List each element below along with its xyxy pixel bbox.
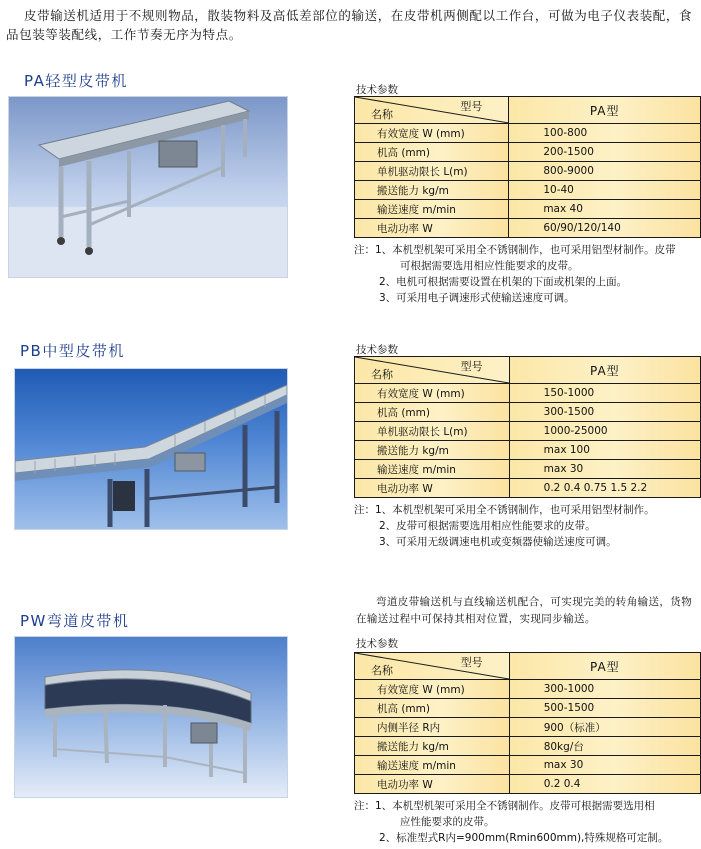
note-line: 2、皮带可根据需要选用相应性能要求的皮带。 (379, 520, 596, 532)
notes-pw (354, 798, 694, 846)
spec-row (355, 479, 701, 498)
spec-value: max 100 (509, 441, 700, 460)
spec-row (355, 219, 701, 238)
spec-value: 500-1500 (509, 699, 700, 718)
spec-name: 内侧半径 R内 (355, 718, 510, 737)
spec-row (355, 181, 701, 200)
spec-name: 有效宽度 W (mm) (355, 384, 510, 403)
note-line: 3、可采用电子调速形式使输送速度可调。 (379, 292, 575, 304)
header-model-label: 型号 (460, 656, 483, 669)
spec-name: 输送速度 m/min (355, 756, 510, 775)
note-line: 注：1、本机型机架可采用全不锈钢制作。皮带可根据需要选用相 (354, 800, 655, 812)
spec-row (355, 699, 701, 718)
spec-row (355, 775, 701, 794)
note-line: 注：1、本机型机架可采用全不锈钢制作，也可采用铝型材制作。皮带 (354, 244, 676, 256)
spec-row (355, 200, 701, 219)
note-line: 注：1、本机型机架可采用全不锈钢制作，也可采用铝型材制作。 (354, 504, 655, 516)
spec-header-cell (355, 97, 509, 124)
spec-name: 机高 (mm) (355, 403, 510, 422)
spec-table-pb (354, 356, 701, 498)
notes-pb (354, 502, 694, 550)
header-value-label: PA型 (509, 97, 701, 124)
section-title-pa: PA轻型皮带机 (24, 72, 128, 90)
spec-value: 10-40 (509, 181, 701, 200)
spec-value: 900（标准） (509, 718, 700, 737)
note-line: 可根据需要选用相应性能要求的皮带。 (400, 260, 579, 272)
spec-row (355, 441, 701, 460)
spec-row (355, 384, 701, 403)
spec-row (355, 460, 701, 479)
spec-row (355, 718, 701, 737)
spec-table-pa (354, 96, 701, 238)
spec-label-pw: 技术参数 (356, 638, 398, 650)
header-name-label: 名称 (371, 368, 393, 381)
spec-name: 电动功率 W (355, 775, 510, 794)
spec-value: 150-1000 (509, 384, 700, 403)
spec-table-pw (354, 652, 701, 794)
light-belt-conveyor-photo (8, 96, 288, 278)
intro-paragraph: 皮带输送机适用于不规则物品，散装物料及高低差部位的输送，在皮带机两侧配以工作台，可做为电子仪表装配，食品包装等装配线，工作节奏无序为特点。 (6, 8, 693, 42)
spec-name: 搬送能力 kg/m (355, 181, 509, 200)
spec-value: max 30 (509, 460, 700, 479)
spec-value: 1000-25000 (509, 422, 700, 441)
note-line: 2、电机可根据需要设置在机架的下面或机架的上面。 (379, 276, 628, 288)
spec-row (355, 162, 701, 181)
spec-header-cell (355, 653, 510, 680)
spec-row (355, 756, 701, 775)
header-value-label: PA型 (509, 653, 700, 680)
header-model-label: 型号 (460, 360, 483, 373)
spec-value: 100-800 (509, 124, 701, 143)
header-name-label: 名称 (371, 108, 393, 121)
spec-value: 0.2 0.4 (509, 775, 700, 794)
spec-name: 输送速度 m/min (355, 460, 510, 479)
header-name-label: 名称 (371, 664, 393, 677)
curved-belt-conveyor-photo (14, 636, 288, 798)
spec-value: max 30 (509, 756, 700, 775)
spec-name: 电动功率 W (355, 219, 509, 238)
spec-name: 单机驱动限长 L(m) (355, 422, 510, 441)
section-title-pw: PW弯道皮带机 (20, 612, 130, 630)
spec-value: 0.2 0.4 0.75 1.5 2.2 (509, 479, 700, 498)
spec-label-pb: 技术参数 (356, 344, 398, 356)
spec-value: 200-1500 (509, 143, 701, 162)
spec-row (355, 422, 701, 441)
spec-header-cell (355, 357, 510, 384)
medium-incline-belt-conveyor-photo (14, 368, 288, 530)
spec-value: 300-1500 (509, 403, 700, 422)
spec-row (355, 143, 701, 162)
spec-name: 有效宽度 W (mm) (355, 124, 509, 143)
note-line: 应性能要求的皮带。 (400, 816, 495, 828)
spec-row (355, 737, 701, 756)
spec-name: 单机驱动限长 L(m) (355, 162, 509, 181)
spec-value: 80kg/台 (509, 737, 700, 756)
spec-name: 有效宽度 W (mm) (355, 680, 510, 699)
spec-name: 输送速度 m/min (355, 200, 509, 219)
spec-value: 60/90/120/140 (509, 219, 701, 238)
spec-name: 搬送能力 kg/m (355, 441, 510, 460)
spec-name: 机高 (mm) (355, 143, 509, 162)
spec-value: 300-1000 (509, 680, 700, 699)
spec-name: 电动功率 W (355, 479, 510, 498)
notes-pa (354, 242, 694, 306)
header-value-label: PA型 (509, 357, 700, 384)
note-line: 3、可采用无级调速电机或变频器使输送速度可调。 (379, 536, 617, 548)
spec-value: 800-9000 (509, 162, 701, 181)
note-line: 2、标准型式R内=900mm(Rmin600mm),特殊规格可定制。 (379, 832, 669, 844)
spec-name: 搬送能力 kg/m (355, 737, 510, 756)
section-title-pb: PB中型皮带机 (20, 342, 125, 360)
pw-description: 弯道皮带输送机与直线输送机配合，可实现完美的转角输送，货物在输送过程中可保持其相对位置，实现同步输送。 (356, 596, 693, 625)
spec-row (355, 124, 701, 143)
spec-value: max 40 (509, 200, 701, 219)
header-model-label: 型号 (460, 100, 483, 113)
spec-name: 机高 (mm) (355, 699, 510, 718)
spec-row (355, 680, 701, 699)
spec-label-pa: 技术参数 (356, 84, 398, 96)
spec-row (355, 403, 701, 422)
